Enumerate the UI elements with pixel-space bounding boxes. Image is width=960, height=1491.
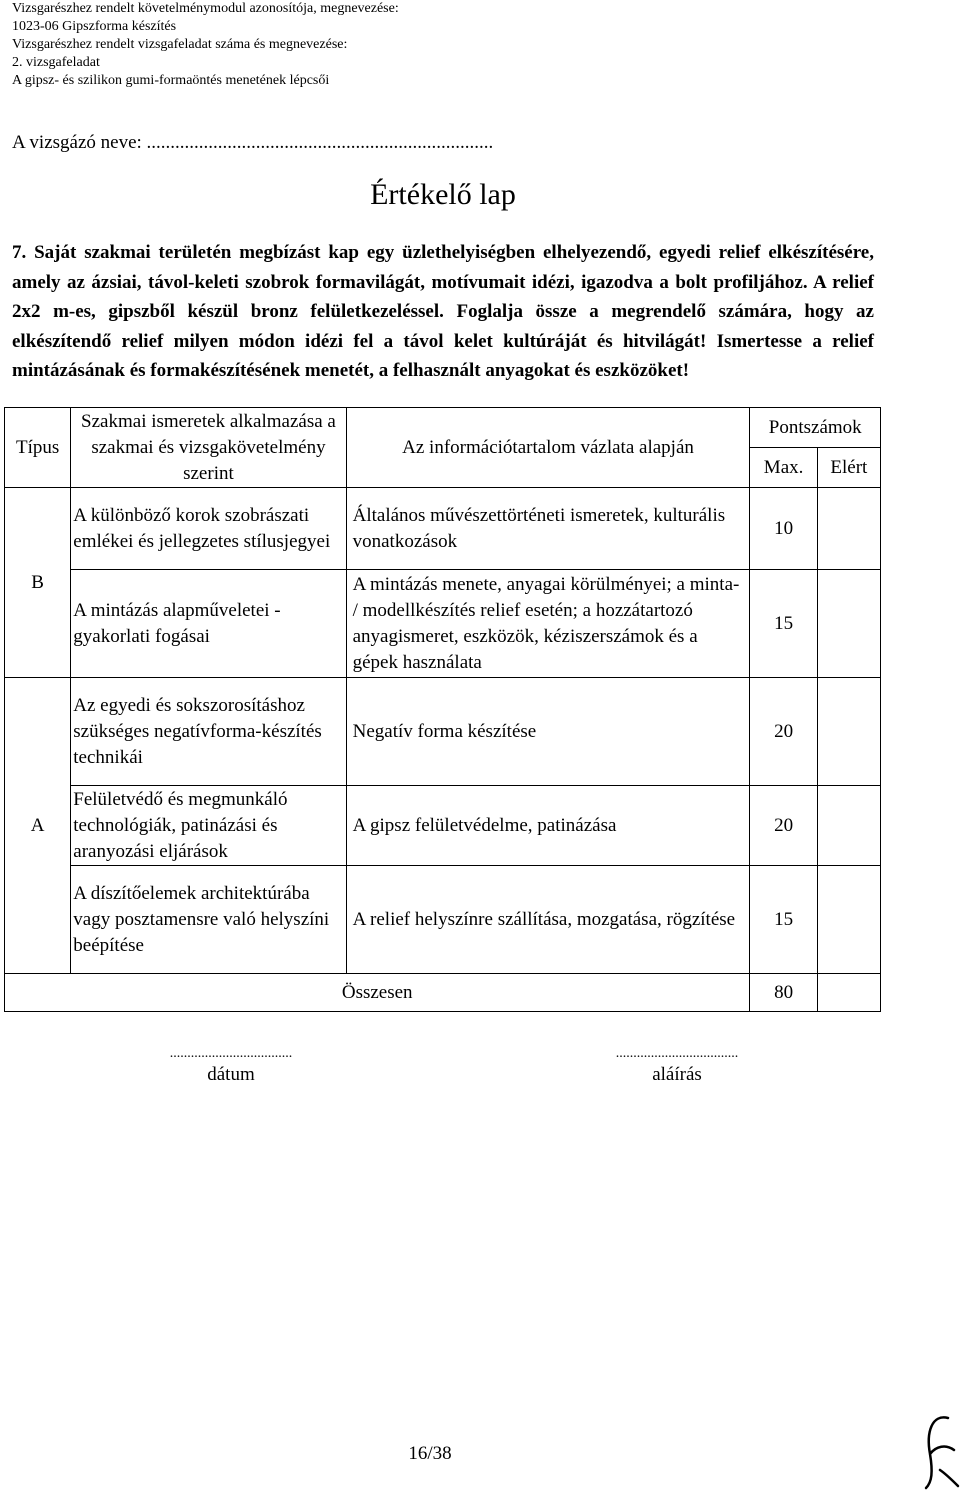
knowledge-cell: A különböző korok szobrászati emlékei és jellegzetes stílusjegyei	[71, 488, 346, 570]
knowledge-cell: A mintázás alapműveletei - gyakorlati fogásai	[71, 570, 346, 678]
header-points: Pontszámok	[750, 408, 881, 448]
max-points-cell: 15	[750, 570, 817, 678]
header-line: Vizsgarészhez rendelt vizsgafeladat száma és megnevezése:	[12, 37, 348, 52]
max-points-cell: 10	[750, 488, 817, 570]
signature-dots: ...................................	[615, 1046, 739, 1061]
total-max-points: 80	[750, 974, 817, 1012]
header-achieved: Elért	[817, 448, 880, 488]
header-line: Vizsgarészhez rendelt követelménymodul azonosítója, megnevezése:	[12, 1, 399, 16]
info-cell: Negatív forma készítése	[346, 678, 750, 786]
info-cell: A relief helyszínre szállítása, mozgatása, rögzítése	[346, 866, 750, 974]
knowledge-cell: Felületvédő és megmunkáló technológiák, patinázási és aranyozási eljárások	[71, 786, 346, 866]
date-signature-block	[96, 1046, 366, 1086]
achieved-points-cell[interactable]	[817, 488, 880, 570]
header-line: 1023-06 Gipszforma készítés	[12, 19, 177, 34]
type-cell: B	[5, 488, 71, 678]
total-row	[5, 974, 881, 1012]
candidate-name-line: A vizsgázó neve: .........................................................................	[12, 132, 494, 153]
date-dots: ...................................	[169, 1046, 293, 1061]
header-line: 2. vizsgafeladat	[12, 55, 100, 70]
task-description: 7. Saját szakmai területén megbízást kap egy üzlethelyiségben elhelyezendő, egyedi relief elkészítésére, amely az ázsiai, távol-keleti szobrok formavilágát, motívumait idézi, igazodva a bolt profiljához. A relief 2x2 m-es, gipszből készül bronz felületkezeléssel. Foglalja össze a megrendelő számára, hogy az elkészítendő relief milyen módon idézi fel a távol kelet kultúráját és hitvilágát! Ismertesse a relief mintázásának és formakészítésének menetét, a felhasznált anyagokat és eszközöket!	[12, 242, 874, 381]
info-cell: Általános művészettörténeti ismeretek, kulturális vonatkozások	[346, 488, 750, 570]
handwritten-initial	[918, 1410, 960, 1491]
table-row	[5, 678, 881, 786]
table-row	[5, 570, 881, 678]
date-label: dátum	[207, 1064, 255, 1085]
signature-label: aláírás	[652, 1064, 702, 1085]
knowledge-cell: Az egyedi és sokszorosításhoz szükséges negatívforma-készítés technikái	[71, 678, 346, 786]
header-knowledge: Szakmai ismeretek alkalmazása a szakmai és vizsgakövetelmény szerint	[71, 408, 346, 488]
table-row	[5, 866, 881, 974]
header-info: Az információtartalom vázlata alapján	[346, 408, 750, 488]
page-title: Értékelő lap	[370, 178, 516, 211]
evaluation-table	[4, 407, 881, 1012]
document-header	[12, 0, 399, 90]
type-cell: A	[5, 678, 71, 974]
achieved-points-cell[interactable]	[817, 866, 880, 974]
info-cell: A mintázás menete, anyagai körülményei; a minta- / modellkészítés relief esetén; a hozzátartozó anyagismeret, eszközök, kéziszerszámok és a gépek használata	[346, 570, 750, 678]
table-row	[5, 488, 881, 570]
achieved-points-cell[interactable]	[817, 786, 880, 866]
total-label: Összesen	[5, 974, 750, 1012]
header-line: A gipsz- és szilikon gumi-formaöntés menetének lépcsői	[12, 73, 330, 88]
total-achieved-points[interactable]	[817, 974, 880, 1012]
achieved-points-cell[interactable]	[817, 570, 880, 678]
achieved-points-cell[interactable]	[817, 678, 880, 786]
header-max: Max.	[750, 448, 817, 488]
max-points-cell: 20	[750, 678, 817, 786]
table-row	[5, 786, 881, 866]
max-points-cell: 20	[750, 786, 817, 866]
signature-block	[542, 1046, 812, 1086]
header-type: Típus	[5, 408, 71, 488]
info-cell: A gipsz felületvédelme, patinázása	[346, 786, 750, 866]
page-number: 16/38	[408, 1443, 452, 1464]
max-points-cell: 15	[750, 866, 817, 974]
knowledge-cell: A díszítőelemek architektúrába vagy posztamensre való helyszíni beépítése	[71, 866, 346, 974]
